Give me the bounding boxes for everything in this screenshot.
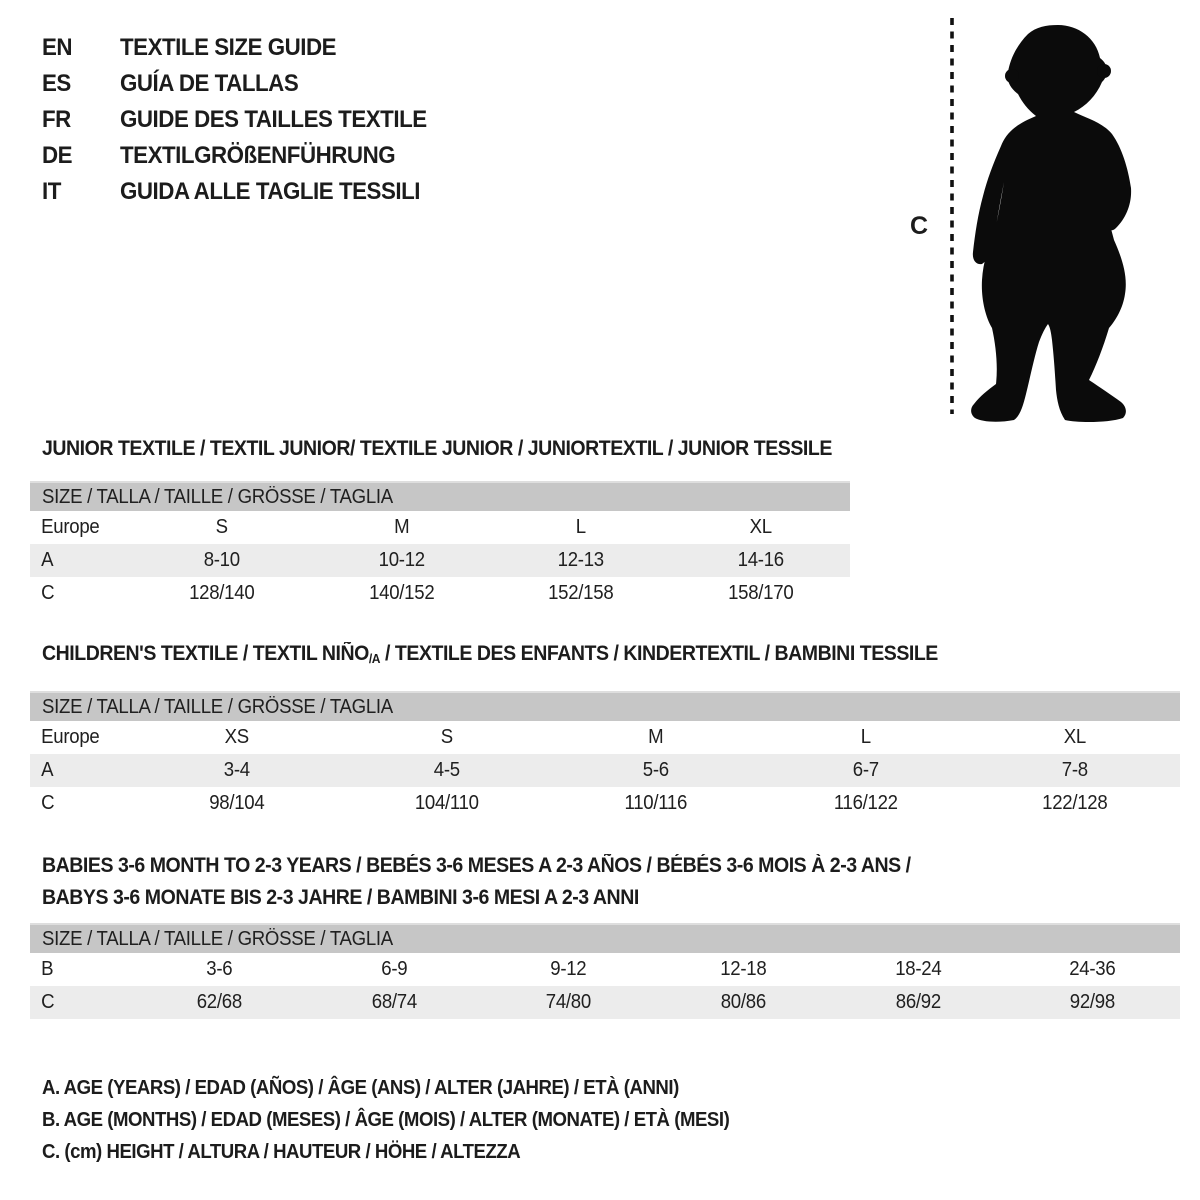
size-value: 14-16 [737,549,784,571]
language-row [42,174,450,210]
size-header-bar [30,691,1180,721]
size-value: 128/140 [189,582,255,604]
section-title-text: JUNIOR TEXTILE / TEXTIL JUNIOR/ TEXTILE JUNIOR / JUNIORTEXTIL / JUNIOR TESSILE [42,437,832,460]
footnote-a [42,1072,781,1104]
size-value: M [393,516,409,538]
size-table-babies [30,923,1180,1019]
table-row [30,721,1180,754]
size-value: L [860,726,871,748]
size-value: 7-8 [1062,759,1089,781]
size-value: 152/158 [548,582,614,604]
size-value: 9-12 [550,958,587,980]
size-value: XL [1064,726,1087,748]
language-code: FR [42,106,71,133]
size-value: 158/170 [727,582,793,604]
size-value: 6-7 [852,759,879,781]
size-header-bar [30,923,1180,953]
size-header-text: SIZE / TALLA / TAILLE / GRÖSSE / TAGLIA [42,695,393,718]
size-value: 12-18 [720,958,767,980]
size-value: 3-6 [206,958,233,980]
height-measure-label: C [910,212,928,240]
size-header-text: SIZE / TALLA / TAILLE / GRÖSSE / TAGLIA [42,927,393,950]
size-value: 74/80 [546,991,592,1013]
language-guide-title: TEXTILE SIZE GUIDE [120,34,337,61]
table-row [30,544,850,577]
language-header [42,30,450,210]
language-code: IT [42,178,61,205]
table-row [30,787,1180,820]
size-table-junior [30,481,850,610]
language-code: ES [42,70,71,97]
table-body [30,953,1180,1019]
size-value: 5-6 [642,759,670,781]
section-title-children [42,642,1005,666]
size-header-text: SIZE / TALLA / TAILLE / GRÖSSE / TAGLIA [42,485,393,508]
size-value: 86/92 [895,991,941,1013]
size-value: 122/128 [1042,792,1108,814]
language-guide-title: GUIDA ALLE TAGLIE TESSILI [120,178,421,205]
size-value: 6-9 [380,958,408,980]
table-row [30,953,1180,986]
size-value: 110/116 [624,792,688,814]
language-row [42,30,450,66]
size-value: 18-24 [894,958,942,980]
language-row [42,102,450,138]
language-code: EN [42,34,73,61]
size-value: 12-13 [557,549,604,571]
size-value: M [648,726,664,748]
height-measure-figure [898,12,1160,426]
footnote-b [42,1104,781,1136]
row-label: C [41,582,55,604]
footnote-b-text: B. AGE (MONTHS) / EDAD (MESES) / ÂGE (MOIS) / ALTER (MONATE) / ETÀ (MESI) [42,1109,730,1131]
size-value: 24-36 [1069,958,1116,980]
size-value: XS [224,726,249,748]
table-body [30,511,850,610]
size-value: XL [749,516,772,538]
language-row [42,66,450,102]
size-header-bar [30,481,850,511]
language-guide-title: GUIDE DES TAILLES TEXTILE [120,106,427,133]
toddler-silhouette-graphic [898,12,1160,426]
table-row [30,986,1180,1019]
size-value: 98/104 [209,792,265,814]
row-label: C [41,991,55,1013]
row-label: C [41,792,55,814]
row-label: Europe [41,726,100,748]
size-value: S [440,726,453,748]
size-value: 92/98 [1070,991,1116,1013]
language-guide-title: GUÍA DE TALLAS [120,70,299,97]
size-value: 4-5 [433,759,460,781]
table-row [30,511,850,544]
toddler-silhouette [971,25,1131,422]
section-title-text [42,642,938,666]
section-title-subscript: /A [368,651,381,666]
size-value: S [215,516,228,538]
ear-right [1097,64,1111,78]
size-value: 80/86 [720,991,766,1013]
size-value: 10-12 [378,549,425,571]
footnote-a-text: A. AGE (YEARS) / EDAD (AÑOS) / ÂGE (ANS) / ALTER (JAHRE) / ETÀ (ANNI) [42,1077,679,1099]
ear-left [1005,69,1019,83]
size-value: 62/68 [196,991,242,1013]
row-label: B [41,958,54,980]
row-label: Europe [41,516,100,538]
row-label: A [41,759,54,781]
section-title-suffix: / TEXTILE DES ENFANTS / KINDERTEXTIL / BAMBINI TESSILE [380,642,938,665]
size-value: 140/152 [368,582,434,604]
table-row [30,577,850,610]
size-value: 68/74 [371,991,417,1013]
footnote-c [42,1136,781,1168]
size-value: 3-4 [223,759,250,781]
footnotes [42,1072,781,1168]
language-guide-title: TEXTILGRÖßENFÜHRUNG [120,142,396,169]
section-title-babies [42,850,976,914]
size-value: 104/110 [414,792,479,814]
table-row [30,754,1180,787]
section-title-junior [42,437,891,461]
size-value: 116/122 [833,792,898,814]
language-row [42,138,450,174]
language-code: DE [42,142,73,169]
section-title-line2: BABYS 3-6 MONATE BIS 2-3 JAHRE / BAMBINI 3-6 MESI A 2-3 ANNI [42,886,639,909]
size-table-children [30,691,1180,820]
footnote-c-text: C. (cm) HEIGHT / ALTURA / HAUTEUR / HÖHE / ALTEZZA [42,1141,521,1163]
row-label: A [41,549,54,571]
size-value: L [575,516,586,538]
size-value: 8-10 [203,549,240,571]
table-body [30,721,1180,820]
section-title-prefix: CHILDREN'S TEXTILE / TEXTIL NIÑO [42,642,369,665]
section-title-line1: BABIES 3-6 MONTH TO 2-3 YEARS / BEBÉS 3-6 MESES A 2-3 AÑOS / BÉBÉS 3-6 MOIS À 2-3 ANS / [42,854,911,877]
